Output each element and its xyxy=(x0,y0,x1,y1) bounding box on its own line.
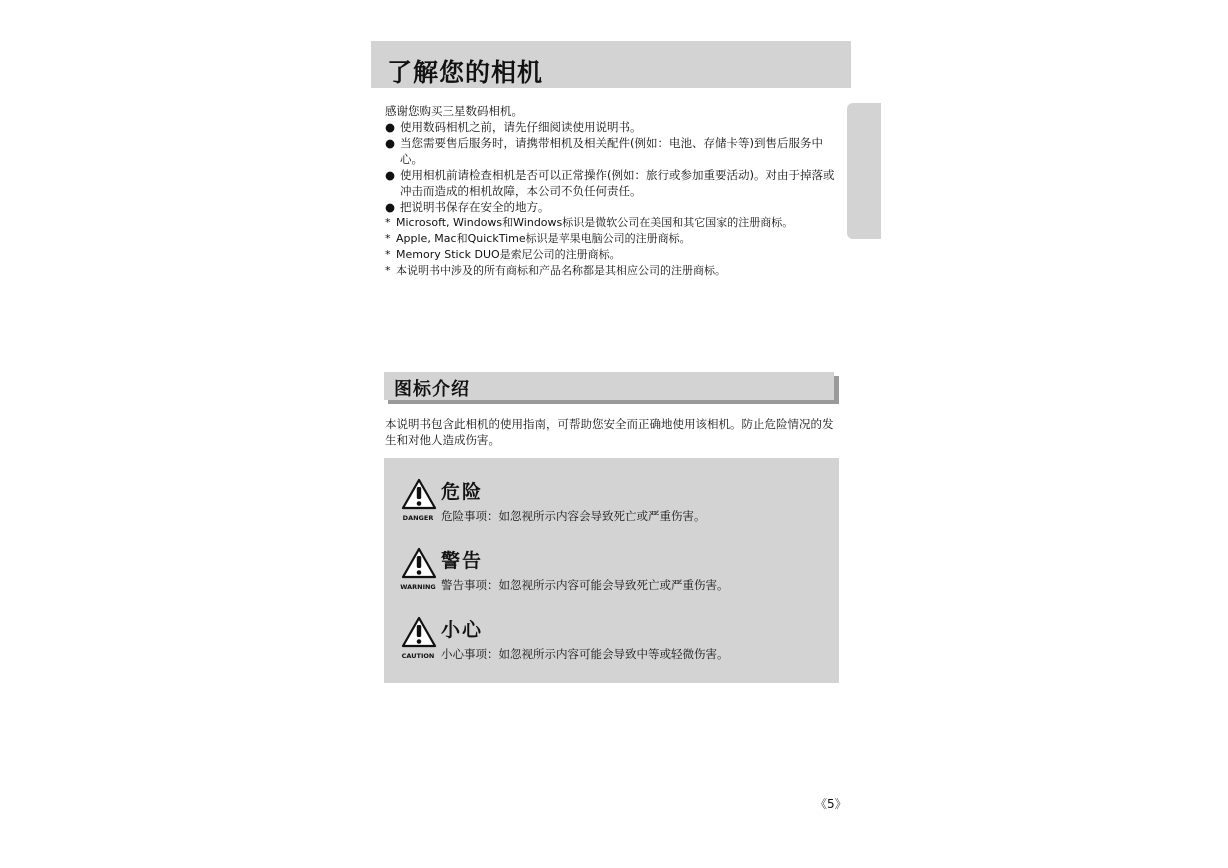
bullet-text: 使用相机前请检查相机是否可以正常操作(例如：旅行或参加重要活动)。对由于掉落或冲击而造成的相机故障，本公司不负任何责任。 xyxy=(400,168,835,198)
note-text: Microsoft, Windows和Windows标识是微软公司在美国和其它国家的注册商标。 xyxy=(396,216,794,229)
bullet-text: 把说明书保存在安全的地方。 xyxy=(400,200,550,214)
side-tab xyxy=(847,103,881,239)
note-text: 本说明书中涉及的所有商标和产品名称都是其相应公司的注册商标。 xyxy=(396,264,726,277)
trademark-note xyxy=(385,215,835,231)
bullet-text: 当您需要售后服务时，请携带相机及相关配件(例如：电池、存储卡等)到售后服务中心。 xyxy=(400,136,823,166)
warning-title: 警告 xyxy=(441,550,484,572)
bullet-icon: ● xyxy=(385,168,396,182)
page-number: 《5》 xyxy=(815,797,847,811)
bullet-item xyxy=(385,135,835,167)
danger-text: 危险事项：如忽视所示内容会导致死亡或严重伤害。 xyxy=(441,509,706,523)
bullet-item xyxy=(385,199,835,215)
bullet-item xyxy=(385,119,835,135)
trademark-note xyxy=(385,263,835,279)
warning-code: WARNING xyxy=(400,583,436,591)
section-header xyxy=(384,372,834,400)
warning-text: 警告事项：如忽视所示内容可能会导致死亡或严重伤害。 xyxy=(441,578,729,592)
warning-item xyxy=(399,547,829,597)
bullet-icon: ● xyxy=(385,136,396,150)
bullet-text: 使用数码相机之前，请先仔细阅读使用说明书。 xyxy=(400,120,642,134)
bullet-item xyxy=(385,167,835,199)
danger-item xyxy=(399,478,829,528)
warning-panel xyxy=(384,458,839,683)
bullet-icon: ● xyxy=(385,200,396,214)
intro-section xyxy=(385,103,835,279)
section-title: 图标介绍 xyxy=(394,379,470,400)
warning-triangle-icon xyxy=(399,547,439,599)
warning-triangle-icon xyxy=(399,616,439,668)
intro-greeting: 感谢您购买三星数码相机。 xyxy=(385,104,523,118)
trademark-note xyxy=(385,231,835,247)
section-description: 本说明书包含此相机的使用指南，可帮助您安全而正确地使用该相机。防止危险情况的发生和对他人造成伤害。 xyxy=(385,417,834,447)
danger-title: 危险 xyxy=(441,481,484,503)
caution-code: CAUTION xyxy=(401,652,435,660)
asterisk-icon: * xyxy=(385,216,391,229)
note-text: Apple, Mac和QuickTime标识是苹果电脑公司的注册商标。 xyxy=(396,232,691,245)
page-title-bar xyxy=(371,41,851,88)
danger-code: DANGER xyxy=(402,514,434,522)
caution-item xyxy=(399,616,829,666)
warning-triangle-icon xyxy=(399,478,439,530)
trademark-note xyxy=(385,247,835,263)
asterisk-icon: * xyxy=(385,264,391,277)
asterisk-icon: * xyxy=(385,232,391,245)
asterisk-icon: * xyxy=(385,248,391,261)
note-text: Memory Stick DUO是索尼公司的注册商标。 xyxy=(396,248,621,261)
caution-title: 小心 xyxy=(441,619,484,641)
bullet-icon: ● xyxy=(385,120,396,134)
caution-text: 小心事项：如忽视所示内容可能会导致中等或轻微伤害。 xyxy=(441,647,729,661)
page-title: 了解您的相机 xyxy=(387,58,544,87)
